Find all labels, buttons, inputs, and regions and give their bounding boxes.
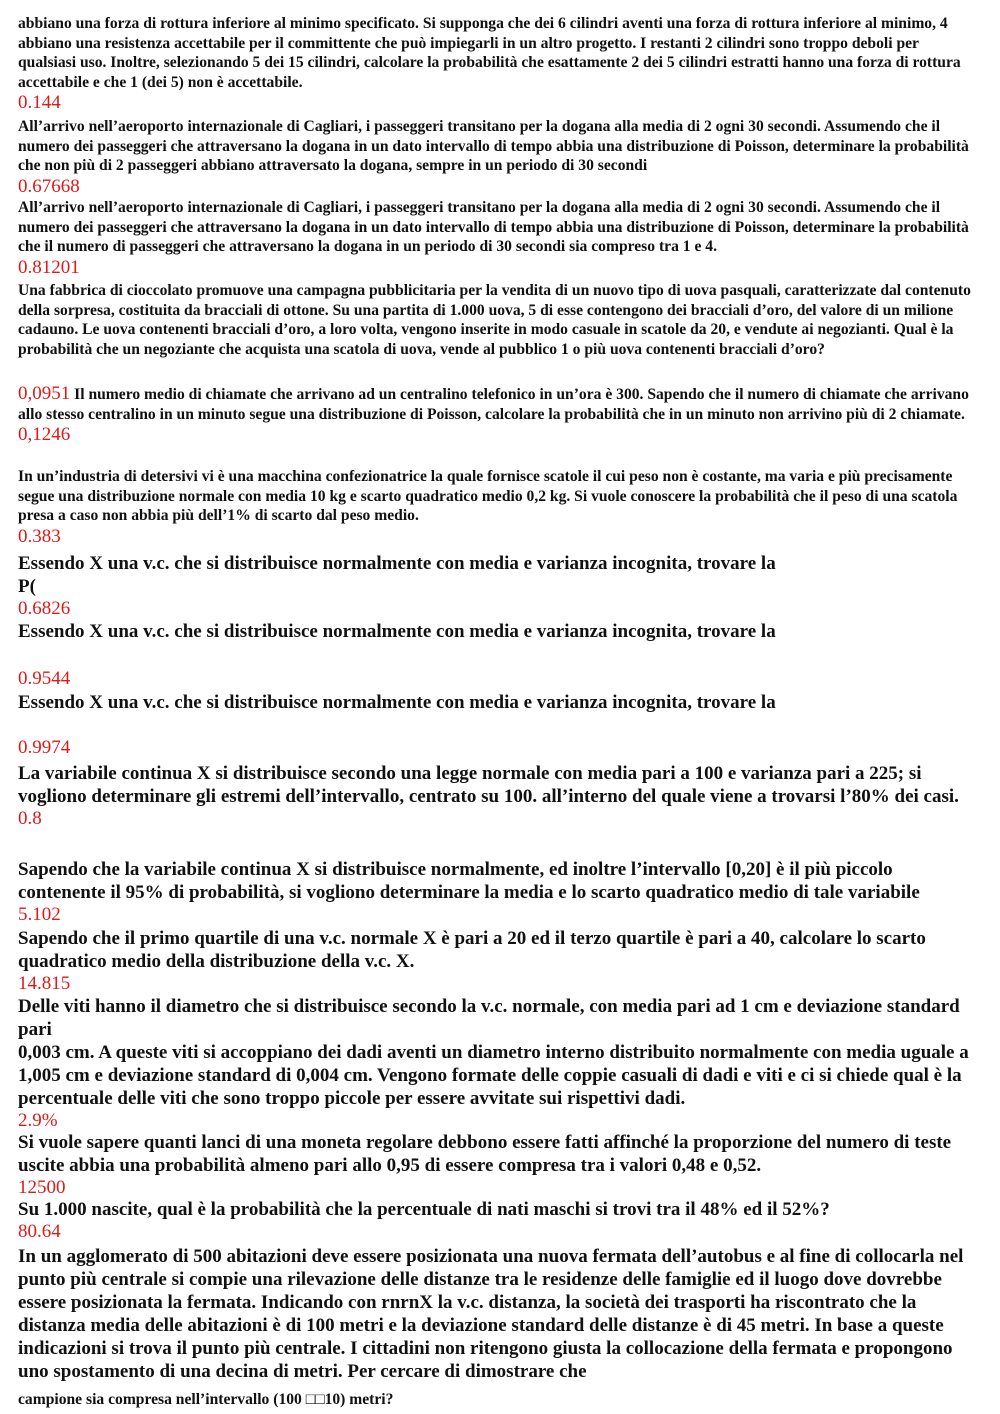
question-block-14 (18, 1131, 978, 1199)
answer-value: 0.6826 (18, 598, 71, 619)
question-block-1 (18, 14, 978, 114)
formula-gap (18, 714, 978, 737)
formula-gap (18, 643, 978, 668)
question-text: La variabile continua X si distribuisce secondo una legge normale con media pari a 100 e varianza pari a 225; si vogliono determinare gli estremi dell’intervallo, centrato su 100. all’interno del quale viene a trovarsi l’80% dei casi. (18, 763, 959, 807)
question-text: In un’industria di detersivi vi è una macchina confezionatrice la quale fornisce scatole il cui peso non è costante, ma varia e più precisamente segue una distribuzione normale con media 10 kg e scarto quadratico medio 0,2 kg. Si vuole conoscere la probabilità che il peso di una scatola presa a caso non abbia più dell’1% di scarto dal peso medio. (18, 468, 958, 524)
question-text: Sapendo che il primo quartile di una v.c. normale X è pari a 20 ed il terzo quartile è pari a 40, calcolare lo scarto quadratico medio della distribuzione della v.c. X. (18, 928, 926, 972)
question-text-inline: Il numero medio di chiamate che arrivano ad un centralino telefonico in un’ora è 300. Sapendo che il numero di chiamate che arrivano allo stesso centralino in un minuto segue una distribuzione di Poisson, calcolare la probabilità che in un minuto non arrivino più di 2 chiamate. (18, 386, 969, 423)
question-text: Si vuole sapere quanti lanci di una moneta regolare debbono essere fatti affinché la proporzione del numero di teste uscite abbia una probabilità almeno pari allo 0,95 di essere compresa tra i valori 0,48 e 0,52. (18, 1132, 952, 1176)
question-block-15 (18, 1198, 978, 1243)
answer-value: 0,0951 (18, 383, 71, 404)
question-text: Essendo X una v.c. che si distribuisce normalmente con media e varianza incognita, trovare la (18, 692, 776, 713)
question-text: Una fabbrica di cioccolato promuove una campagna pubblicitaria per la vendita di un nuovo tipo di uova pasquali, caratterizzate dal contenuto della sorpresa, costituita da bracciali di ottone. Su una partita di 1.000 uova, 5 di esse contengono dei bracciali d’oro, del valore di un milione cadauno. Le uova contenenti bracciali d’oro, a loro volta, vengono inserite in modo casuale in scatole da 20, e vendute ai negozianti. Qual è la probabilità che un negoziante che acquista una scatola di uova, vende al pubblico 1 o più uova contenenti bracciali d’oro? (18, 282, 971, 358)
question-text-continuation: campione sia compresa nell’intervallo (100 □□10) metri? (18, 1391, 394, 1408)
answer-value: 80.64 (18, 1221, 61, 1242)
answer-value: 0.383 (18, 525, 61, 547)
answer-value: 0.9544 (18, 668, 71, 689)
question-block-16 (18, 1245, 978, 1383)
question-block-11 (18, 858, 978, 926)
question-block-12 (18, 927, 978, 995)
answer-value: 0.81201 (18, 256, 80, 278)
question-block-10 (18, 762, 978, 830)
question-block-7 (18, 552, 978, 620)
question-text: Essendo X una v.c. che si distribuisce normalmente con media e varianza incognita, trovare la (18, 553, 776, 574)
answer-value: 0.67668 (18, 175, 80, 197)
question-text: Su 1.000 nascite, qual è la probabilità che la percentuale di nati maschi si trovi tra il 48% ed il 52%? (18, 1199, 830, 1220)
question-text: In un agglomerato di 500 abitazioni deve essere posizionata una nuova fermata dell’autobus e al fine di collocarla nel punto più centrale si compie una rilevazione delle distanze tra le residenze delle famiglie ed il luogo dove dovrebbe essere posizionata la fermata. Indicando con rnrnX la v.c. distanza, la società dei trasporti ha riscontrato che la distanza media delle abitazioni è di 100 metri e la deviazione standard delle distanze è di 45 metri. In base a queste indicazioni si trova il punto più centrale. I cittadini non ritengono giusta la collocazione della fermata e propongono uno spostamento di una decina di metri. Per cercare di dimostrare che (18, 1246, 964, 1382)
answer-value: 0.9974 (18, 737, 71, 758)
question-text (18, 384, 978, 424)
answer-value: 2.9% (18, 1110, 58, 1131)
question-block-4 (18, 281, 978, 359)
answer-value: 5.102 (18, 904, 61, 925)
question-text: Delle viti hanno il diametro che si distribuisce secondo la v.c. normale, con media pari ad 1 cm e deviazione standard pari (18, 996, 960, 1040)
question-block-8 (18, 620, 978, 690)
question-text: abbiano una forza di rottura inferiore al minimo specificato. Si supponga che dei 6 cilindri aventi una forza di rottura inferiore al minimo, 4 abbiano una resistenza accettabile per il committente che può impiegarli in un altro progetto. I restanti 2 cilindri sono troppo deboli per qualsiasi uso. Inoltre, selezionando 5 dei 15 cilindri, calcolare la probabilità che esattamente 2 dei 5 cilindri estratti hanno una forza di rottura accettabile e che 1 (dei 5) non è accettabile. (18, 15, 961, 91)
question-block-9 (18, 691, 978, 759)
answer-value: 0,1246 (18, 424, 71, 445)
question-block-13 (18, 995, 978, 1132)
question-block-5 (18, 384, 978, 446)
answer-value: 14.815 (18, 973, 71, 994)
question-text-continuation: 0,003 cm. A queste viti si accoppiano dei dadi aventi un diametro interno distribuito normalmente con media uguale a 1,005 cm e deviazione standard di 0,004 cm. Vengono formate delle coppie casuali di dadi e viti e ci si chiede qual è la percentuale delle viti che sono troppo piccole per essere avvitate sui rispettivi dadi. (18, 1042, 969, 1109)
question-block-6 (18, 467, 978, 548)
question-text: Essendo X una v.c. che si distribuisce normalmente con media e varianza incognita, trovare la (18, 621, 776, 642)
question-block-3 (18, 198, 978, 279)
question-block-2 (18, 117, 978, 198)
answer-value: 12500 (18, 1177, 66, 1198)
answer-value: 0.144 (18, 92, 61, 113)
question-text: All’arrivo nell’aeroporto internazionale di Cagliari, i passeggeri transitano per la dogana alla media di 2 ogni 30 secondi. Assumendo che il numero dei passeggeri che attraversano la dogana in un dato intervallo di tempo abbia una distribuzione di Poisson, determinare la probabilità che il numero di passeggeri che attraversano la dogana in un periodo di 30 secondi sia compreso tra 1 e 4. (18, 199, 969, 255)
question-text-continuation: P( (18, 576, 36, 597)
answer-value: 0.8 (18, 808, 42, 829)
question-text: Sapendo che la variabile continua X si distribuisce normalmente, ed inoltre l’intervallo [0,20] è il più piccolo contenente il 95% di probabilità, si vogliono determinare la media e lo scarto quadratico medio di tale variabile (18, 859, 920, 903)
question-text: All’arrivo nell’aeroporto internazionale di Cagliari, i passeggeri transitano per la dogana alla media di 2 ogni 30 secondi. Assumendo che il numero dei passeggeri che attraversano la dogana in un dato intervallo di tempo abbia una distribuzione di Poisson, determinare la probabilità che non più di 2 passeggeri abbiano attraversato la dogana, sempre in un periodo di 30 secondi (18, 118, 969, 174)
question-block-16-continuation (18, 1390, 978, 1410)
